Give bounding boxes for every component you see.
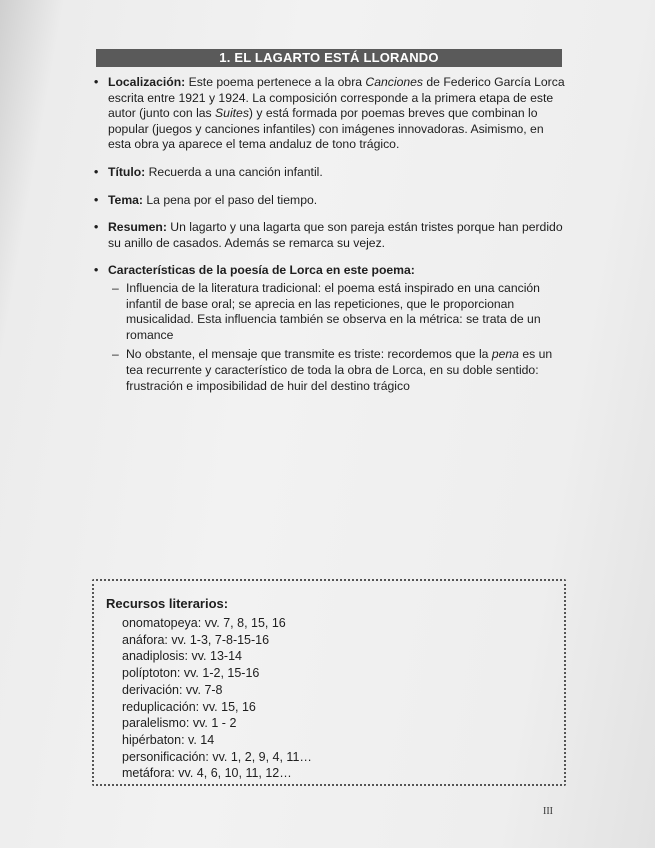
recurso-item: políptoton: vv. 1-2, 15-16 — [122, 666, 260, 681]
recurso-item: hipérbaton: v. 14 — [122, 732, 215, 747]
caracteristicas-label: Características de la poesía de Lorca en este poema: — [108, 263, 415, 278]
recurso-item: personificación: vv. 1, 2, 9, 4, 11… — [122, 749, 312, 764]
bullet-resumen — [92, 220, 567, 251]
caracteristica-italic: pena — [491, 347, 519, 362]
tema-label: Tema: — [108, 192, 143, 207]
recurso-item: paralelismo: vv. 1 - 2 — [122, 716, 237, 731]
recursos-box — [92, 579, 566, 786]
caracteristicas-list — [108, 281, 567, 394]
recurso-item: metáfora: vv. 4, 6, 10, 11, 12… — [122, 766, 292, 781]
bullet-titulo — [92, 165, 567, 181]
recurso-item: onomatopeya: vv. 7, 8, 15, 16 — [122, 616, 286, 630]
recurso-item: reduplicación: vv. 15, 16 — [122, 699, 256, 714]
localizacion-text-3: ) y está formada por poemas breves que combinan lo popular (juegos y canciones infantiles) con imágenes innovadoras. Asimismo, en esta obra ya aparece el tema andaluz de tono trágico. — [108, 106, 544, 152]
recurso-item: anáfora: vv. 1-3, 7-8-15-16 — [122, 632, 270, 647]
titulo-text: Recuerda a una canción infantil. — [145, 164, 323, 179]
localizacion-label: Localización: — [108, 75, 186, 89]
localizacion-italic-1: Canciones — [365, 75, 424, 89]
recursos-list — [122, 615, 312, 782]
localizacion-italic-2: Suites — [215, 106, 249, 121]
recurso-item: anadiplosis: vv. 13-14 — [122, 649, 242, 664]
localizacion-text-1: Este poema pertenece a la obra — [185, 75, 366, 89]
titulo-label: Título: — [108, 164, 146, 179]
caracteristica-text-1: No obstante, el mensaje que transmite es triste: recordemos que la — [126, 347, 492, 362]
bullet-tema — [92, 193, 567, 209]
resumen-label: Resumen: — [108, 220, 167, 235]
caracteristica-text-2: es un tea recurrente y característico de toda la obra de Lorca, en su doble sentido: frustración e imposibilidad de huir del destino trágico — [126, 347, 553, 393]
recurso-item: derivación: vv. 7-8 — [122, 682, 223, 697]
page-number: III — [543, 806, 553, 817]
bullet-caracteristicas — [92, 263, 567, 394]
localizacion-text-2: de Federico García Lorca escrita entre 1921 y 1924. La composición corresponde a la primera etapa de este autor (junto con las — [108, 75, 565, 121]
content-body — [92, 75, 567, 406]
caracteristica-item — [108, 347, 567, 394]
section-title: 1. EL LAGARTO ESTÁ LLORANDO — [96, 49, 562, 67]
caracteristica-item — [108, 281, 567, 343]
resumen-text: Un lagarto y una lagarta que son pareja están tristes porque han perdido su anillo de casados. Además se remarca su vejez. — [108, 220, 563, 250]
caracteristica-text: Influencia de la literatura tradicional: el poema está inspirado en una canción infantil de base oral; se aprecia en las repeticiones, que le proporcionan musicalidad. Esta influencia también se observa en la métrica: se trata de un romance — [126, 280, 541, 342]
tema-text: La pena por el paso del tiempo. — [143, 192, 318, 207]
bullet-localizacion — [92, 75, 567, 153]
recursos-title: Recursos literarios: — [106, 596, 229, 611]
